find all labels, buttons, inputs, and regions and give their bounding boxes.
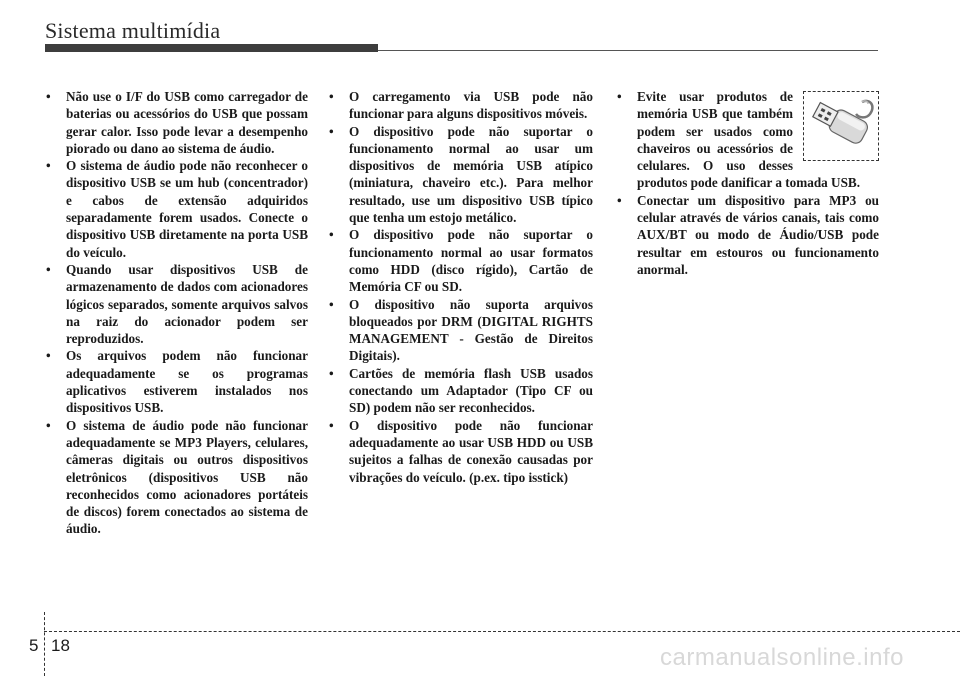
- list-item: • O dispositivo não suporta arquivos bloqueados por DRM (DIGITAL RIGHTS MANAGEMENT - Gestão de Direitos Digitais).: [327, 296, 593, 365]
- list-item: • O dispositivo pode não suportar o funcionamento normal ao usar formatos como HDD (disco rígido), Cartão de Memória CF ou SD.: [327, 226, 593, 295]
- page-title: Sistema multimídia: [45, 18, 221, 43]
- chapter-number: 5: [29, 636, 39, 655]
- list-item: • Não use o I/F do USB como carregador de baterias ou acessórios do USB que possam gerar calor. Isso pode levar a desempenho piorado ou dano ao sistema de áudio.: [44, 88, 308, 157]
- list-item: • O dispositivo pode não funcionar adequadamente ao usar USB HDD ou USB sujeitos a falhas de conexão causadas por vibrações do veículo. (p.ex. tipo isstick): [327, 417, 593, 486]
- list-item: • O carregamento via USB pode não funcionar para alguns dispositivos móveis.: [327, 88, 593, 123]
- list-item: • O sistema de áudio pode não reconhecer o dispositivo USB se um hub (concentrador) e cabos de extensão adquiridos separadamente forem usados. Conecte o dispositivo USB diretamente na porta USB do veículo.: [44, 157, 308, 261]
- header-bar: [45, 44, 378, 52]
- list-item: • O dispositivo pode não suportar o funcionamento normal ao usar um dispositivos de memória USB atípico (miniatura, chaveiro etc.). Para melhor resultado, use um dispositivo USB típico que tenha um estojo metálico.: [327, 123, 593, 227]
- list-item: • Evite usar produtos de memória USB que também podem ser usados como chaveiros ou acessórios de celulares. O uso desses produtos pode danificar a tomada USB.: [615, 88, 879, 192]
- list-item: • Os arquivos podem não funcionar adequadamente se os programas aplicativos estiverem instalados nos dispositivos USB.: [44, 347, 308, 416]
- list-item: • Cartões de memória flash USB usados conectando um Adaptador (Tipo CF ou SD) podem não ser reconhecidos.: [327, 365, 593, 417]
- page-number: 18: [51, 636, 70, 655]
- column-1: [44, 88, 308, 538]
- list-item: • Quando usar dispositivos USB de armazenamento de dados com acionadores lógicos separados, somente arquivos salvos na raiz do acionador podem ser reproduzidos.: [44, 261, 308, 347]
- column-2: [327, 88, 593, 486]
- header-rule: [378, 50, 878, 51]
- list-item: • Conectar um dispositivo para MP3 ou celular através de vários canais, tais como AUX/BT ou modo de Áudio/USB pode resultar em estouros ou funcionamento anormal.: [615, 192, 879, 278]
- footer-vertical-rule: [44, 612, 45, 676]
- footer-horizontal-rule: [44, 631, 960, 632]
- list-item: • O sistema de áudio pode não funcionar adequadamente se MP3 Players, celulares, câmeras digitais ou outros dispositivos eletrônicos (dispositivos USB não reconhecidos como acionadores portáteis de discos) forem conectados ao sistema de áudio.: [44, 417, 308, 538]
- column-3: [615, 88, 879, 278]
- watermark: carmanualsonline.info: [660, 644, 904, 671]
